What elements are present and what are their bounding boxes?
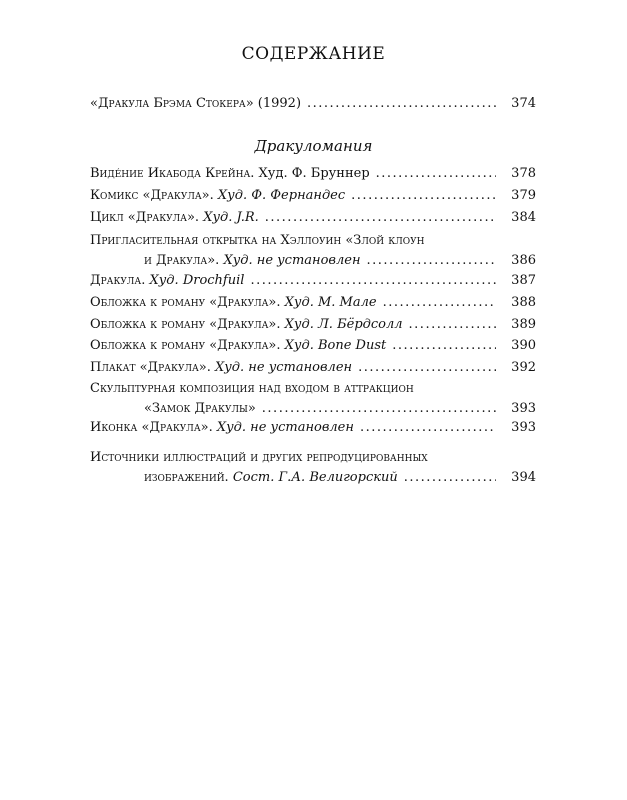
toc-entry[interactable] — [90, 273, 536, 293]
page-number: 390 — [511, 338, 536, 353]
entry-credit: Худ. Ф. Бруннер — [258, 166, 370, 181]
dot-leader — [351, 188, 496, 203]
entry-title: Обложка к роману «Дракула». — [90, 317, 281, 332]
entry-title: Дракула. — [90, 273, 146, 288]
page-number: 388 — [511, 295, 536, 310]
entry-title-continued: изображений. — [144, 470, 229, 485]
page-number: 379 — [511, 188, 536, 203]
entry-title: Цикл «Дракула». — [90, 210, 200, 225]
page-number: 394 — [511, 470, 536, 485]
page-title: СОДЕРЖАНИЕ — [241, 44, 386, 64]
entry-title-continued: «Замок Дракулы» — [144, 401, 256, 416]
entry-title-continued: и Дракула». — [144, 253, 220, 268]
dot-leader — [383, 295, 496, 310]
entry-title: Скульптурная композиция над входом в аттракцион — [90, 381, 414, 396]
entry-title: Видéние Икабода Крейна. — [90, 166, 255, 181]
entry-title: Источники иллюстраций и других репродуцированных — [90, 450, 428, 465]
page-number: 386 — [511, 253, 536, 268]
dot-leader — [360, 420, 496, 435]
entry-title: Обложка к роману «Дракула». — [90, 338, 281, 353]
entry-title: Иконка «Дракула». — [90, 420, 213, 435]
dot-leader — [250, 273, 496, 288]
dot-leader — [367, 253, 496, 268]
dot-leader — [307, 96, 496, 111]
toc-entry[interactable] — [90, 233, 536, 273]
entry-title: Обложка к роману «Дракула». — [90, 295, 281, 310]
entry-credit: Худ. не установлен — [215, 360, 353, 375]
page-number: 392 — [511, 360, 536, 375]
toc-entry[interactable] — [90, 450, 536, 490]
dot-leader — [392, 338, 496, 353]
toc-entry[interactable] — [90, 188, 536, 208]
toc-entry[interactable] — [90, 360, 536, 380]
page-number: 387 — [511, 273, 536, 288]
toc-entry[interactable] — [90, 317, 536, 337]
toc-entry[interactable] — [90, 210, 536, 230]
dot-leader — [265, 210, 496, 225]
entry-credit: Худ. не установлен — [216, 420, 354, 435]
entry-credit: Сост. Г.А. Велигорский — [232, 470, 398, 485]
entry-credit: Худ. Bone Dust — [284, 338, 387, 353]
entry-credit: Худ. Drochfuil — [149, 273, 245, 288]
entry-title: Комикс «Дракула». — [90, 188, 214, 203]
toc-entry[interactable] — [90, 420, 536, 440]
toc-entry[interactable] — [90, 96, 536, 116]
entry-credit: Худ. J.R. — [203, 210, 259, 225]
toc-entry[interactable] — [90, 295, 536, 315]
dot-leader — [376, 166, 496, 181]
section-heading: Дракуломания — [254, 137, 373, 155]
entry-title: Плакат «Дракула». — [90, 360, 211, 375]
dot-leader — [358, 360, 496, 375]
page-number: 374 — [511, 96, 536, 111]
dot-leader — [404, 470, 496, 485]
entry-title: «Дракула Брэма Стокера» (1992) — [90, 96, 302, 111]
entry-credit: Худ. не установлен — [223, 253, 361, 268]
page-number: 393 — [511, 420, 536, 435]
page-number: 393 — [511, 401, 536, 416]
entry-title: Пригласительная открытка на Хэллоуин «Злой клоун — [90, 233, 425, 248]
toc-entry[interactable] — [90, 381, 536, 421]
entry-credit: Худ. Л. Бёрдсолл — [284, 317, 403, 332]
entry-credit: Худ. Ф. Фернандес — [217, 188, 346, 203]
toc-entry[interactable] — [90, 338, 536, 358]
page-number: 378 — [511, 166, 536, 181]
entry-credit: Худ. М. Мале — [284, 295, 377, 310]
page-number: 384 — [511, 210, 536, 225]
toc-entry[interactable] — [90, 166, 536, 186]
dot-leader — [262, 401, 496, 416]
dot-leader — [409, 317, 496, 332]
page-number: 389 — [511, 317, 536, 332]
